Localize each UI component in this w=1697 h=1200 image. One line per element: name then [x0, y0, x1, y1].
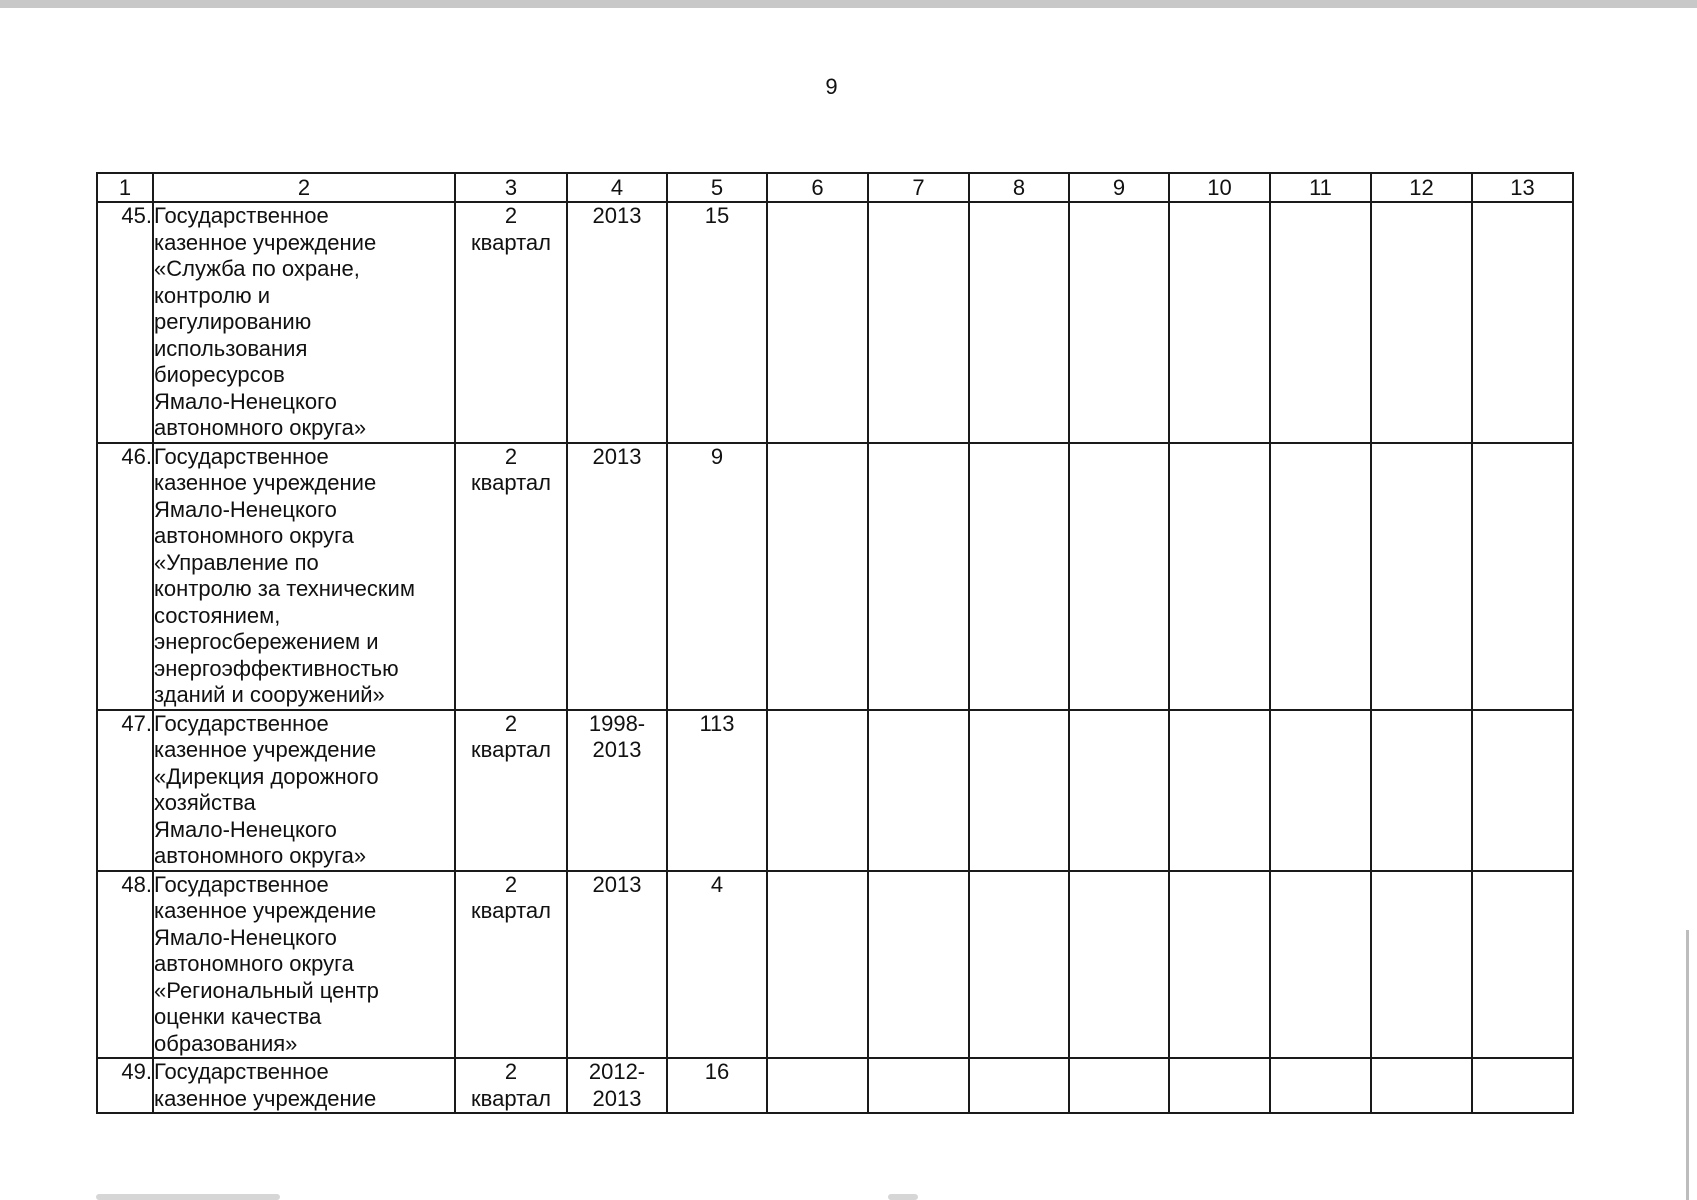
row-number: 48.	[97, 871, 153, 1059]
table-row	[97, 871, 1573, 1059]
empty-cell	[767, 1058, 868, 1113]
empty-cell	[1472, 710, 1573, 871]
empty-cell	[1169, 1058, 1270, 1113]
empty-cell	[1270, 1058, 1371, 1113]
column-header: 3	[455, 173, 567, 202]
empty-cell	[1169, 443, 1270, 710]
period-cell: 2 квартал	[455, 871, 567, 1059]
year-cell: 2012- 2013	[567, 1058, 667, 1113]
institution-name: Государственное казенное учреждение «Дирекция дорожного хозяйства Ямало-Ненецкого автономного округа»	[153, 710, 455, 871]
empty-cell	[1371, 871, 1472, 1059]
empty-cell	[868, 443, 969, 710]
year-cell: 1998- 2013	[567, 710, 667, 871]
empty-cell	[1169, 202, 1270, 443]
year-cell: 2013	[567, 443, 667, 710]
scan-right-edge	[1686, 930, 1689, 1200]
page-number: 9	[825, 74, 838, 99]
empty-cell	[1069, 1058, 1169, 1113]
institution-name: Государственное казенное учреждение Ямало-Ненецкого автономного округа «Управление по контролю за техническим состоянием, энергосбережением и энергоэффективностью зданий и сооружений»	[153, 443, 455, 710]
institution-name: Государственное казенное учреждение Ямало-Ненецкого автономного округа «Региональный центр оценки качества образования»	[153, 871, 455, 1059]
empty-cell	[1069, 871, 1169, 1059]
count-cell: 4	[667, 871, 767, 1059]
empty-cell	[1371, 443, 1472, 710]
row-number: 49.	[97, 1058, 153, 1113]
year-cell: 2013	[567, 871, 667, 1059]
empty-cell	[969, 1058, 1069, 1113]
empty-cell	[868, 871, 969, 1059]
column-header: 1	[97, 173, 153, 202]
empty-cell	[1169, 871, 1270, 1059]
empty-cell	[969, 710, 1069, 871]
column-header: 7	[868, 173, 969, 202]
empty-cell	[1371, 202, 1472, 443]
period-cell: 2 квартал	[455, 443, 567, 710]
row-number: 45.	[97, 202, 153, 443]
empty-cell	[1270, 710, 1371, 871]
empty-cell	[1472, 871, 1573, 1059]
period-cell: 2 квартал	[455, 710, 567, 871]
empty-cell	[969, 202, 1069, 443]
column-header: 6	[767, 173, 868, 202]
empty-cell	[1270, 443, 1371, 710]
empty-cell	[1472, 1058, 1573, 1113]
empty-cell	[767, 202, 868, 443]
column-header: 9	[1069, 173, 1169, 202]
column-header: 10	[1169, 173, 1270, 202]
count-cell: 16	[667, 1058, 767, 1113]
registry-table	[96, 172, 1574, 1114]
column-header: 2	[153, 173, 455, 202]
row-number: 47.	[97, 710, 153, 871]
table-row	[97, 202, 1573, 443]
period-cell: 2 квартал	[455, 202, 567, 443]
empty-cell	[969, 871, 1069, 1059]
empty-cell	[1472, 443, 1573, 710]
empty-cell	[1270, 871, 1371, 1059]
year-cell: 2013	[567, 202, 667, 443]
empty-cell	[767, 871, 868, 1059]
table-row	[97, 1058, 1573, 1113]
column-header: 13	[1472, 173, 1573, 202]
period-cell: 2 квартал	[455, 1058, 567, 1113]
empty-cell	[969, 443, 1069, 710]
row-number: 46.	[97, 443, 153, 710]
empty-cell	[868, 710, 969, 871]
scan-top-edge	[0, 0, 1697, 8]
column-header: 5	[667, 173, 767, 202]
empty-cell	[1371, 1058, 1472, 1113]
table-row	[97, 710, 1573, 871]
column-header: 12	[1371, 173, 1472, 202]
empty-cell	[1270, 202, 1371, 443]
empty-cell	[1069, 710, 1169, 871]
empty-cell	[1069, 443, 1169, 710]
table-row	[97, 443, 1573, 710]
institution-name: Государственное казенное учреждение «Служба по охране, контролю и регулированию использования биоресурсов Ямало-Ненецкого автономного округа»	[153, 202, 455, 443]
empty-cell	[1472, 202, 1573, 443]
column-header: 4	[567, 173, 667, 202]
institution-name: Государственное казенное учреждение	[153, 1058, 455, 1113]
count-cell: 15	[667, 202, 767, 443]
empty-cell	[767, 710, 868, 871]
empty-cell	[868, 1058, 969, 1113]
scan-artifact	[888, 1194, 918, 1200]
column-header: 11	[1270, 173, 1371, 202]
count-cell: 9	[667, 443, 767, 710]
empty-cell	[868, 202, 969, 443]
column-header: 8	[969, 173, 1069, 202]
empty-cell	[1169, 710, 1270, 871]
scan-artifact	[96, 1194, 280, 1200]
header-row	[97, 173, 1573, 202]
empty-cell	[1069, 202, 1169, 443]
empty-cell	[767, 443, 868, 710]
count-cell: 113	[667, 710, 767, 871]
empty-cell	[1371, 710, 1472, 871]
